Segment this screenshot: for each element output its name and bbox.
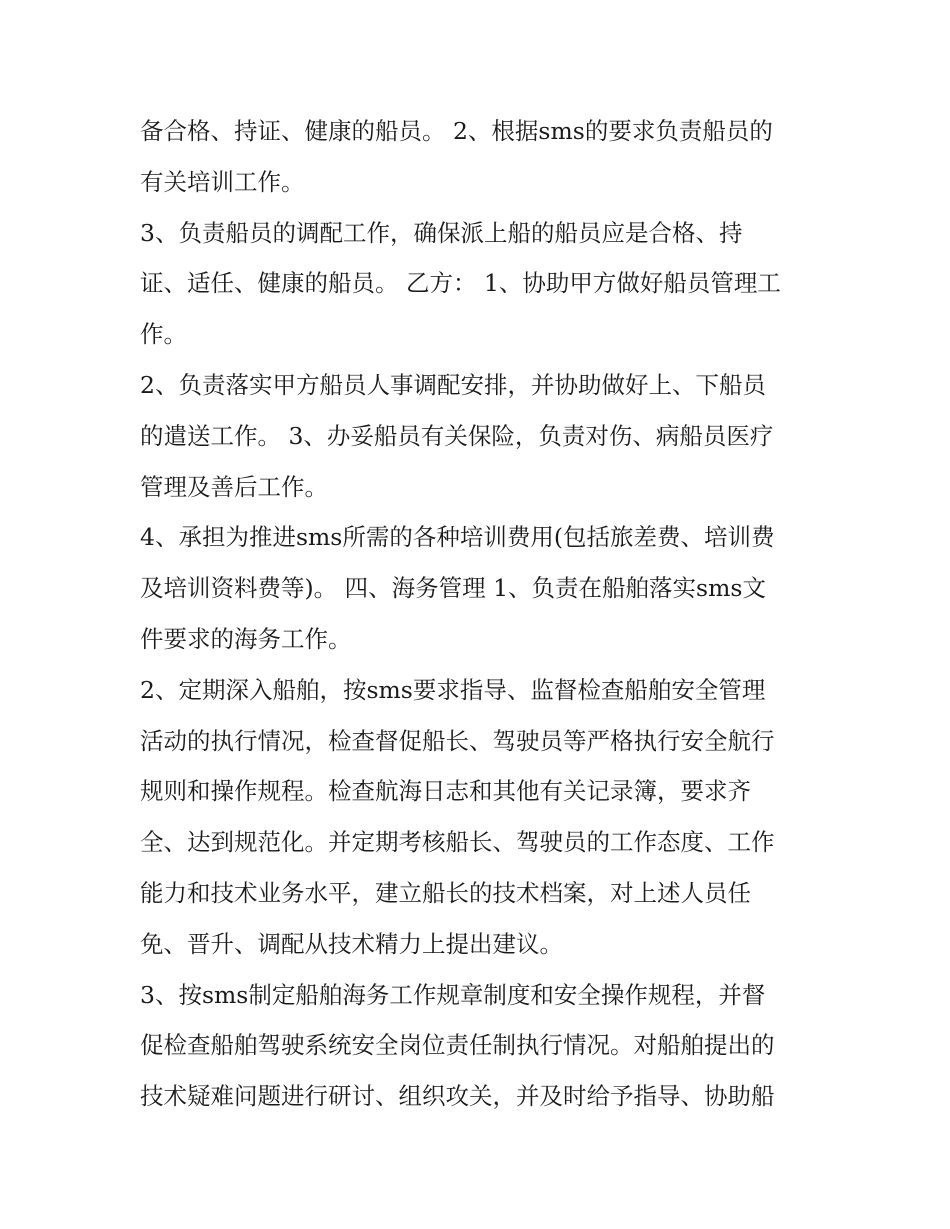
text-line: 能力和技术业务水平，建立船长的技术档案，对上述人员任 [140, 878, 751, 907]
text-line: 的遣送工作。 3、办妥船员有关保险，负责对伤、病船员医疗 [140, 421, 774, 450]
text-line: 技术疑难问题进行研讨、组织攻关，并及时给予指导、协助船 [140, 1082, 775, 1111]
text-line: 管理及善后工作。 [140, 472, 328, 501]
text-line: 2、负责落实甲方船员人事调配安排，并协助做好上、下船员 [140, 370, 766, 399]
text-line: 有关培训工作。 [140, 167, 305, 196]
text-line: 作。 [140, 320, 187, 349]
text-line: 及培训资料费等)。 四、海务管理 1、负责在船舶落实sms文 [140, 574, 766, 603]
document-body [140, 106, 830, 1122]
text-line: 免、晋升、调配从技术精力上提出建议。 [140, 929, 563, 958]
text-line: 件要求的海务工作。 [140, 624, 352, 653]
text-line: 4、承担为推进sms所需的各种培训费用(包括旅差费、培训费 [140, 523, 775, 552]
text-line: 3、负责船员的调配工作，确保派上船的船员应是合格、持 [140, 218, 743, 247]
text-line: 全、达到规范化。并定期考核船长、驾驶员的工作态度、工作 [140, 828, 775, 857]
text-line: 3、按sms制定船舶海务工作规章制度和安全操作规程，并督 [140, 980, 766, 1009]
text-line: 备合格、持证、健康的船员。 2、根据sms的要求负责船员的 [140, 117, 773, 145]
text-line: 规则和操作规程。检查航海日志和其他有关记录簿，要求齐 [140, 777, 751, 806]
text-line: 促检查船舶驾驶系统安全岗位责任制执行情况。对船舶提出的 [140, 1031, 775, 1060]
text-line: 活动的执行情况，检查督促船长、驾驶员等严格执行安全航行 [140, 726, 775, 755]
text-line: 2、定期深入船舶，按sms要求指导、监督检查船舶安全管理 [140, 675, 766, 704]
text-line: 证、适任、健康的船员。 乙方： 1、协助甲方做好船员管理工 [140, 269, 781, 298]
